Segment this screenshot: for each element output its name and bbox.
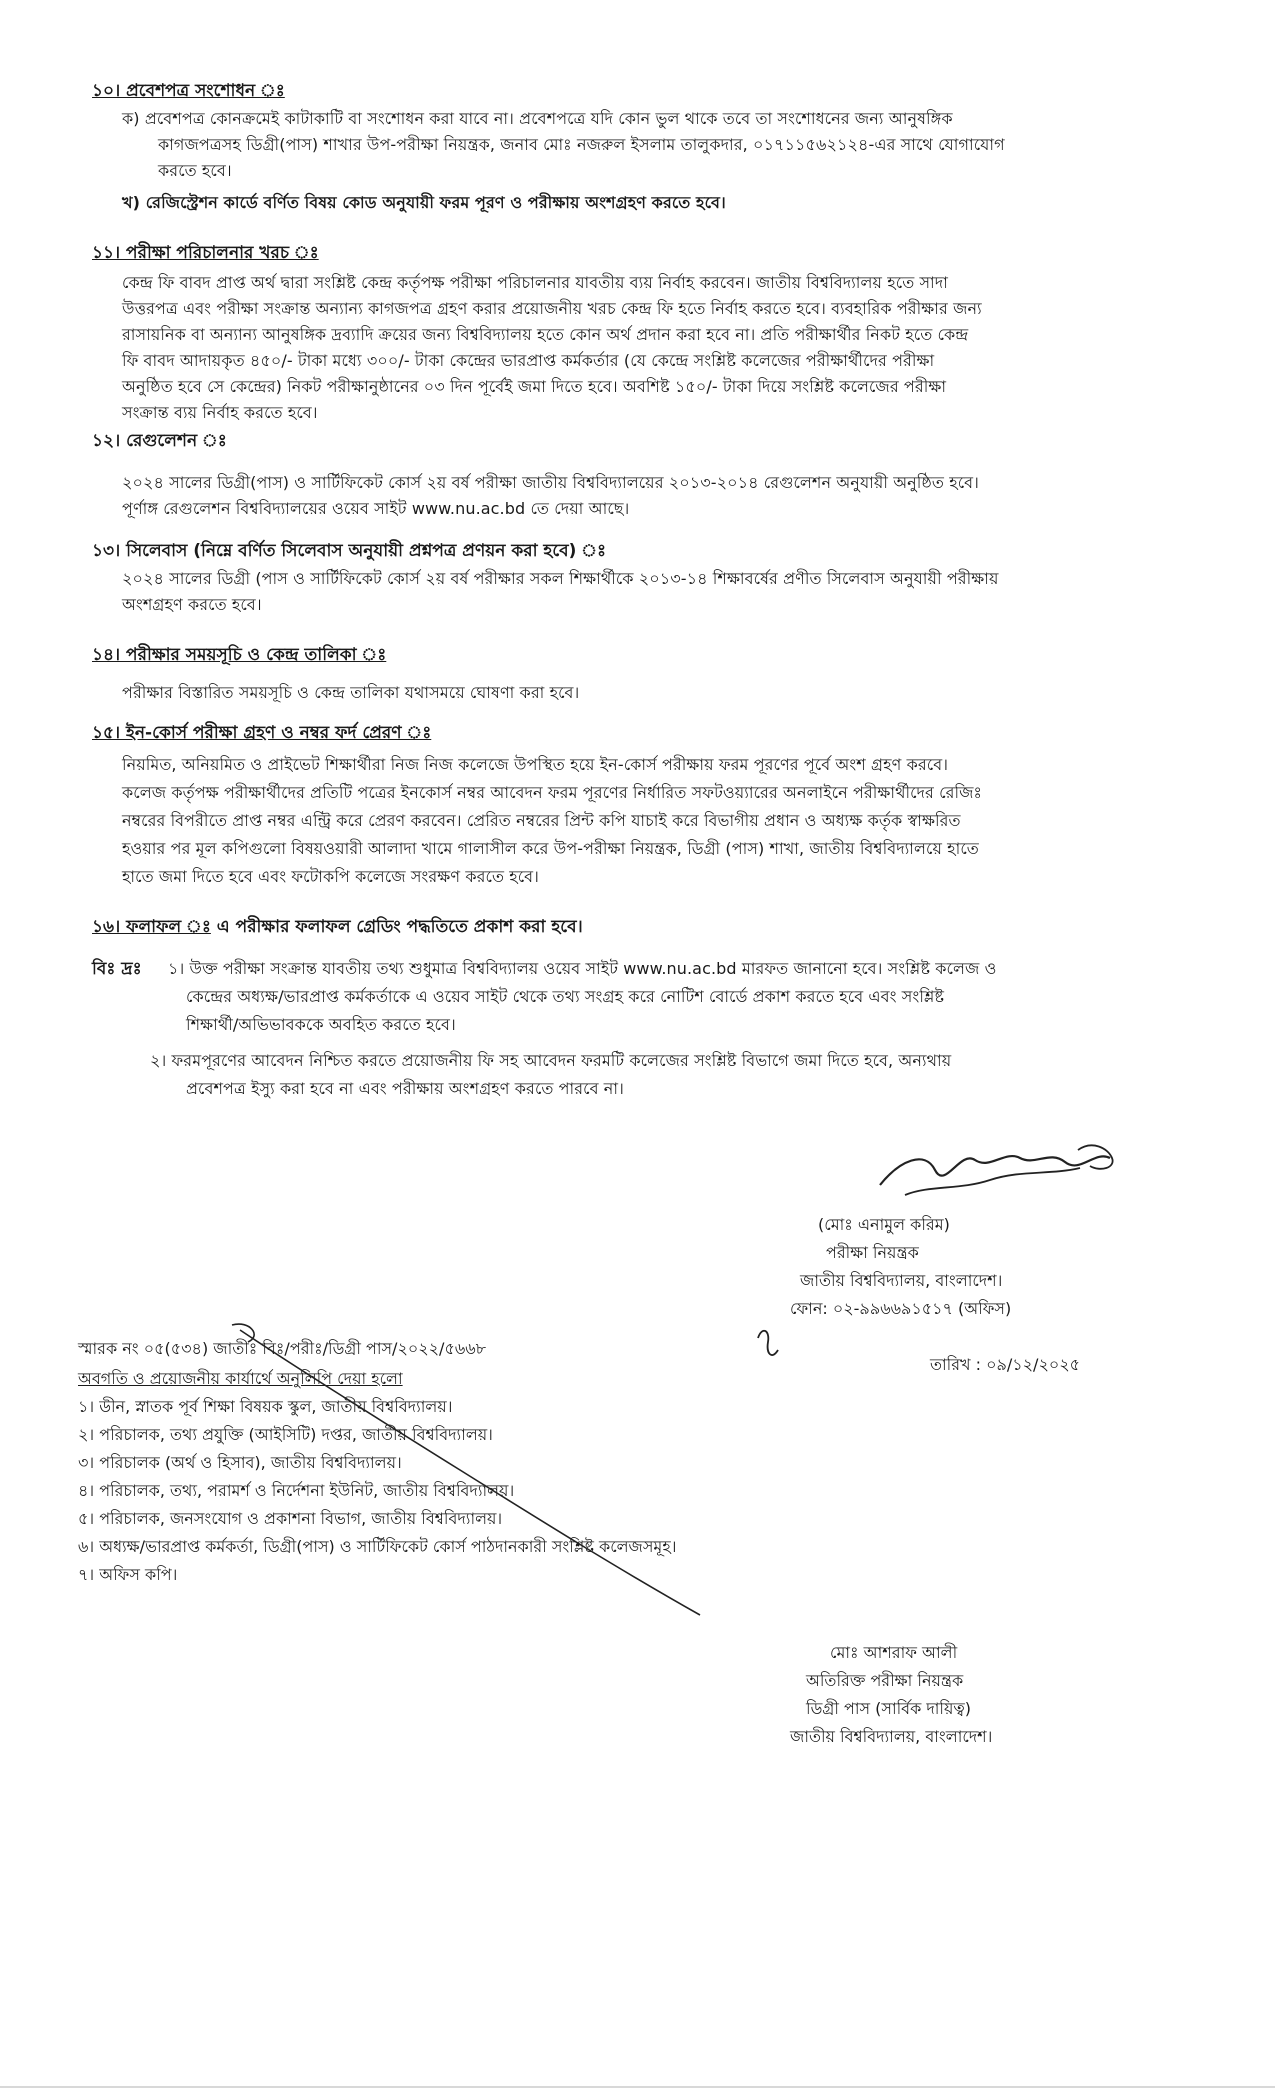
section-10-ka-line: ক) প্রবেশপত্র কোনক্রমেই কাটাকাটি বা সংশোধন করা যাবে না। প্রবেশপত্রে যদি কোন ভুল থাকে তবে তা সংশোধনের জন্য আনুষঙ্গিক: [122, 109, 953, 128]
note-1-line: কেন্দ্রের অধ্যক্ষ/ভারপ্রাপ্ত কর্মকর্তাকে এ ওয়েব সাইট থেকে তথ্য সংগ্রহ করে নোটিশ বোর্ডে প্রকাশ করতে হবে এবং সংশ্লিষ্ট: [186, 987, 945, 1006]
signature-2-name: মোঃ আশরাফ আলী: [830, 1643, 958, 1662]
section-14-heading: ১৪। পরীক্ষার সময়সূচি ও কেন্দ্র তালিকা ঃ: [92, 645, 387, 665]
memo-date: তারিখ : ০৯/১২/২০২৫: [930, 1355, 1081, 1374]
section-11-line: অনুষ্ঠিত হবে সে কেন্দ্রের) নিকট পরীক্ষানুষ্ঠানের ০৩ দিন পূর্বেই জমা দিতে হবে। অবশিষ্ট ১৫০/- টাকা দিয়ে সংশ্লিষ্ট কলেজের পরীক্ষা: [122, 377, 947, 396]
cc-item: ৫। পরিচালক, জনসংযোগ ও প্রকাশনা বিভাগ, জাতীয় বিশ্ববিদ্যালয়।: [78, 1509, 503, 1528]
section-15-line: নিয়মিত, অনিয়মিত ও প্রাইভেট শিক্ষার্থীরা নিজ নিজ কলেজে উপস্থিত হয়ে ইন-কোর্স পরীক্ষায় ফরম পূরণের পূর্বে অংশ গ্রহণ করবে।: [122, 755, 949, 774]
signature-2-designation: অতিরিক্ত পরীক্ষা নিয়ন্ত্রক: [806, 1671, 964, 1690]
note-label: বিঃ দ্রঃ: [92, 959, 142, 979]
note-1-line: শিক্ষার্থী/অভিভাবককে অবহিত করতে হবে।: [186, 1015, 456, 1034]
section-15-line: হাতে জমা দিতে হবে এবং ফটোকপি কলেজে সংরক্ষণ করতে হবে।: [122, 867, 539, 886]
signature-1-designation: পরীক্ষা নিয়ন্ত্রক: [826, 1243, 919, 1262]
section-12-heading: ১২। রেগুলেশন ঃ: [92, 431, 227, 451]
signature-1-org: জাতীয় বিশ্ববিদ্যালয়, বাংলাদেশ।: [800, 1271, 1003, 1290]
section-12-line: ২০২৪ সালের ডিগ্রী(পাস) ও সার্টিফিকেট কোর্স ২য় বর্ষ পরীক্ষা জাতীয় বিশ্ববিদ্যালয়ের ২০১৩-২০১৪ রেগুলেশন অনুযায়ী অনুষ্ঠিত হবে।: [122, 473, 979, 492]
section-11-line: ফি বাবদ আদায়কৃত ৪৫০/- টাকা মধ্যে ৩০০/- টাকা কেন্দ্রের ভারপ্রাপ্ত কর্মকর্তার (যে কেন্দ্রে সংশ্লিষ্ট কলেজের পরীক্ষার্থীদের পরীক্ষা: [122, 351, 935, 370]
cc-item: ৭। অফিস কপি।: [78, 1565, 178, 1584]
signature-2-org: জাতীয় বিশ্ববিদ্যালয়, বাংলাদেশ।: [790, 1727, 993, 1746]
cc-item: ৩। পরিচালক (অর্থ ও হিসাব), জাতীয় বিশ্ববিদ্যালয়।: [78, 1453, 402, 1472]
section-11-line: সংক্রান্ত ব্যয় নির্বাহ করতে হবে।: [122, 403, 318, 422]
section-15-heading: ১৫। ইন-কোর্স পরীক্ষা গ্রহণ ও নম্বর ফর্দ প্রেরণ ঃ: [92, 723, 432, 743]
section-15-line: হওয়ার পর মূল কপিগুলো বিষয়ওয়ারী আলাদা খামে গালাসীল করে উপ-পরীক্ষা নিয়ন্ত্রক, ডিগ্রী (পাস) শাখা, জাতীয় বিশ্ববিদ্যালয়ে হাতে: [122, 839, 979, 858]
cc-item: ৪। পরিচালক, তথ্য, পরামর্শ ও নির্দেশনা ইউনিট, জাতীয় বিশ্ববিদ্যালয়।: [78, 1481, 515, 1500]
note-2-line: ২। ফরমপূরণের আবেদন নিশ্চিত করতে প্রয়োজনীয় ফি সহ আবেদন ফরমটি কলেজের সংশ্লিষ্ট বিভাগে জমা দিতে হবে, অন্যথায়: [150, 1051, 952, 1070]
section-14-line: পরীক্ষার বিস্তারিত সময়সূচি ও কেন্দ্র তালিকা যথাসময়ে ঘোষণা করা হবে।: [122, 683, 580, 702]
section-13-heading: ১৩। সিলেবাস (নিম্নে বর্ণিত সিলেবাস অনুযায়ী প্রশ্নপত্র প্রণয়ন করা হবে) ঃ: [92, 541, 607, 561]
note-2-line: প্রবেশপত্র ইস্যু করা হবে না এবং পরীক্ষায় অংশগ্রহণ করতে পারবে না।: [186, 1079, 624, 1098]
section-10-ka-line: করতে হবে।: [158, 161, 232, 180]
section-11-line: কেন্দ্র ফি বাবদ প্রাপ্ত অর্থ দ্বারা সংশ্লিষ্ট কেন্দ্র কর্তৃপক্ষ পরীক্ষা পরিচালনার যাবতীয় ব্যয় নির্বাহ করবেন। জাতীয় বিশ্ববিদ্যালয় হতে সাদা: [122, 273, 948, 292]
section-13-line: ২০২৪ সালের ডিগ্রী (পাস ও সার্টিফিকেট কোর্স ২য় বর্ষ পরীক্ষার সকল শিক্ষার্থীকে ২০১৩-১৪ শিক্ষাবর্ষের প্রণীত সিলেবাস অনুযায়ী পরীক্ষায়: [122, 569, 999, 588]
section-10-kha-line: খ) রেজিস্ট্রেশন কার্ডে বর্ণিত বিষয় কোড অনুযায়ী ফরম পূরণ ও পরীক্ষায় অংশগ্রহণ করতে হবে।: [122, 193, 726, 212]
scan-edge-divider: [0, 2086, 1275, 2088]
cc-item: ২। পরিচালক, তথ্য প্রযুক্তি (আইসিটি) দপ্তর, জাতীয় বিশ্ববিদ্যালয়।: [78, 1425, 493, 1444]
section-13-line: অংশগ্রহণ করতে হবে।: [122, 595, 262, 614]
cc-item: ৬। অধ্যক্ষ/ভারপ্রাপ্ত কর্মকর্তা, ডিগ্রী(পাস) ও সার্টিফিকেট কোর্স পাঠদানকারী সংশ্লিষ্ট কলেজসমূহ।: [78, 1537, 677, 1556]
cc-heading: অবগতি ও প্রয়োজনীয় কার্যার্থে অনুলিপি দেয়া হলো: [78, 1369, 403, 1388]
section-15-line: নম্বরের বিপরীতে প্রাপ্ত নম্বর এন্ট্রি করে প্রেরণ করবেন। প্রেরিত নম্বরের প্রিন্ট কপি যাচাই করে বিভাগীয় প্রধান ও অধ্যক্ষ কর্তৃক স্বাক্ষরিত: [122, 811, 961, 830]
section-12-line: পূর্ণাঙ্গ রেগুলেশন বিশ্ববিদ্যালয়ের ওয়েব সাইট www.nu.ac.bd তে দেয়া আছে।: [122, 499, 630, 518]
signature-1-name: (মোঃ এনামুল করিম): [818, 1215, 950, 1234]
section-10-heading: ১০। প্রবেশপত্র সংশোধন ঃ: [92, 81, 285, 101]
section-16-heading: ১৬। ফলাফল ঃ এ পরীক্ষার ফলাফল গ্রেডিং পদ্ধতিতে প্রকাশ করা হবে।: [92, 917, 583, 937]
memo-number: স্মারক নং ০৫(৫৩৪) জাতীঃ বিঃ/পরীঃ/ডিগ্রী পাস/২০২২/৫৬৬৮: [78, 1339, 487, 1358]
cc-item: ১। ডীন, স্নাতক পূর্ব শিক্ষা বিষয়ক স্কুল, জাতীয় বিশ্ববিদ্যালয়।: [78, 1397, 453, 1416]
section-11-line: উত্তরপত্র এবং পরীক্ষা সংক্রান্ত অন্যান্য কাগজপত্র গ্রহণ করার প্রয়োজনীয় খরচ কেন্দ্র ফি হতে নির্বাহ করতে হবে। ব্যবহারিক পরীক্ষার জন্য: [122, 299, 982, 318]
signature-1-phone: ফোন: ০২-৯৯৬৬৯১৫১৭ (অফিস): [790, 1299, 1012, 1318]
section-10-ka-line: কাগজপত্রসহ ডিগ্রী(পাস) শাখার উপ-পরীক্ষা নিয়ন্ত্রক, জনাব মোঃ নজরুল ইসলাম তালুকদার, ০১৭১১৫৬২১২৪-এর সাথে যোগাযোগ: [158, 135, 1005, 154]
section-11-heading: ১১। পরীক্ষা পরিচালনার খরচ ঃ: [92, 243, 319, 263]
section-15-line: কলেজ কর্তৃপক্ষ পরীক্ষার্থীদের প্রতিটি পত্রের ইনকোর্স নম্বর আবেদন ফরম পূরণের নির্ধারিত সফটওয়্যারের অনলাইনে পরীক্ষার্থীদের রেজিঃ: [122, 783, 983, 802]
note-1-line: ১। উক্ত পরীক্ষা সংক্রান্ত যাবতীয় তথ্য শুধুমাত্র বিশ্ববিদ্যালয় ওয়েব সাইট www.nu.ac.bd মারফত জানানো হবে। সংশ্লিষ্ট কলেজ ও: [168, 959, 997, 978]
section-11-line: রাসায়নিক বা অন্যান্য আনুষঙ্গিক দ্রব্যাদি ক্রয়ের জন্য বিশ্ববিদ্যালয় হতে কোন অর্থ প্রদান করা হবে না। প্রতি পরীক্ষার্থীর নিকট হতে কেন্দ্র: [122, 325, 969, 344]
signature-2-branch: ডিগ্রী পাস (সার্বিক দায়িত্ব): [806, 1699, 972, 1718]
